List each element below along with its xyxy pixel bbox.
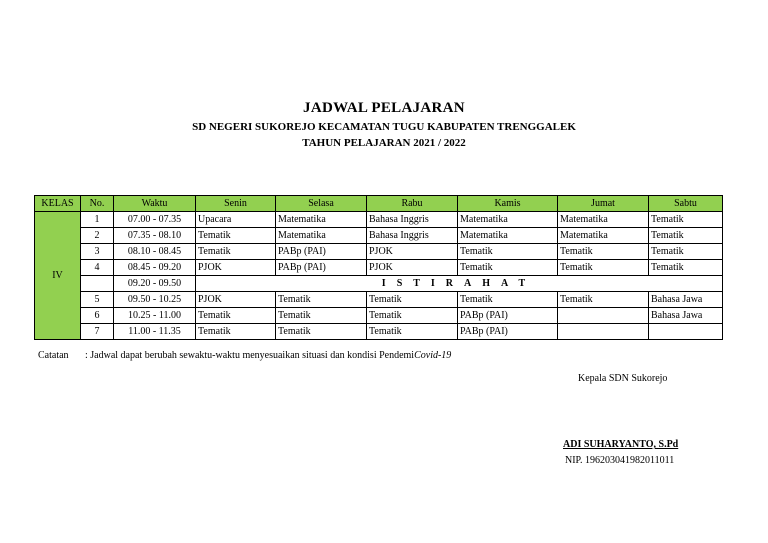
cell-selasa: Tematik xyxy=(276,308,367,324)
cell-kamis: PABp (PAI) xyxy=(458,308,558,324)
table-row xyxy=(35,292,723,308)
cell-waktu: 11.00 - 11.35 xyxy=(114,324,196,340)
cell-kamis: Matematika xyxy=(458,228,558,244)
principal-nip: NIP. 196203041982011011 xyxy=(565,455,675,466)
header-senin: Senin xyxy=(196,196,276,212)
cell-sabtu: Tematik xyxy=(649,212,723,228)
header-selasa: Selasa xyxy=(276,196,367,212)
cell-selasa: Matematika xyxy=(276,228,367,244)
principal-name: ADI SUHARYANTO, S.Pd xyxy=(563,439,679,450)
header-kamis: Kamis xyxy=(458,196,558,212)
cell-selasa: Tematik xyxy=(276,324,367,340)
cell-sabtu: Tematik xyxy=(649,260,723,276)
cell-no xyxy=(81,276,114,292)
cell-waktu: 10.25 - 11.00 xyxy=(114,308,196,324)
cell-rabu: PJOK xyxy=(367,260,458,276)
cell-kamis: PABp (PAI) xyxy=(458,324,558,340)
cell-selasa: PABp (PAI) xyxy=(276,244,367,260)
cell-jumat xyxy=(558,308,649,324)
cell-no: 3 xyxy=(81,244,114,260)
cell-senin: PJOK xyxy=(196,260,276,276)
cell-waktu: 08.10 - 08.45 xyxy=(114,244,196,260)
school-name: SD NEGERI SUKOREJO KECAMATAN TUGU KABUPATEN TRENGGALEK xyxy=(192,121,576,133)
cell-no: 2 xyxy=(81,228,114,244)
table-row xyxy=(35,228,723,244)
table-row xyxy=(35,244,723,260)
cell-waktu: 07.35 - 08.10 xyxy=(114,228,196,244)
table-row xyxy=(35,212,723,228)
cell-senin: Tematik xyxy=(196,324,276,340)
cell-kamis: Tematik xyxy=(458,260,558,276)
table-row xyxy=(35,324,723,340)
cell-rabu: Bahasa Inggris xyxy=(367,228,458,244)
cell-senin: PJOK xyxy=(196,292,276,308)
cell-no: 1 xyxy=(81,212,114,228)
cell-kamis: Tematik xyxy=(458,244,558,260)
note-text: : Jadwal dapat berubah sewaktu-waktu menyesuaikan situasi dan kondisi Pendemi xyxy=(85,350,415,361)
header-sabtu: Sabtu xyxy=(649,196,723,212)
cell-waktu: 08.45 - 09.20 xyxy=(114,260,196,276)
schedule-table xyxy=(34,195,723,340)
cell-rabu: Tematik xyxy=(367,324,458,340)
istirahat-cell: ISTIRAHAT xyxy=(196,276,723,292)
cell-jumat: Tematik xyxy=(558,292,649,308)
note-label: Catatan xyxy=(38,350,69,361)
cell-senin: Tematik xyxy=(196,308,276,324)
cell-sabtu: Tematik xyxy=(649,244,723,260)
cell-selasa: Tematik xyxy=(276,292,367,308)
cell-senin: Tematik xyxy=(196,244,276,260)
cell-waktu: 07.00 - 07.35 xyxy=(114,212,196,228)
table-row xyxy=(35,308,723,324)
cell-kamis: Matematika xyxy=(458,212,558,228)
cell-no: 6 xyxy=(81,308,114,324)
cell-jumat xyxy=(558,324,649,340)
table-row-break xyxy=(35,276,723,292)
cell-jumat: Tematik xyxy=(558,244,649,260)
cell-selasa: Matematika xyxy=(276,212,367,228)
cell-selasa: PABp (PAI) xyxy=(276,260,367,276)
cell-rabu: PJOK xyxy=(367,244,458,260)
cell-no: 5 xyxy=(81,292,114,308)
cell-rabu: Bahasa Inggris xyxy=(367,212,458,228)
cell-sabtu xyxy=(649,324,723,340)
cell-no: 7 xyxy=(81,324,114,340)
cell-jumat: Matematika xyxy=(558,228,649,244)
kelas-cell: IV xyxy=(35,212,81,340)
cell-sabtu: Bahasa Jawa xyxy=(649,292,723,308)
cell-jumat: Tematik xyxy=(558,260,649,276)
header-waktu: Waktu xyxy=(114,196,196,212)
cell-sabtu: Tematik xyxy=(649,228,723,244)
table-row xyxy=(35,260,723,276)
cell-waktu: 09.20 - 09.50 xyxy=(114,276,196,292)
header-kelas: KELAS xyxy=(35,196,81,212)
academic-year: TAHUN PELAJARAN 2021 / 2022 xyxy=(302,137,466,149)
cell-sabtu: Bahasa Jawa xyxy=(649,308,723,324)
header-no: No. xyxy=(81,196,114,212)
cell-rabu: Tematik xyxy=(367,292,458,308)
cell-waktu: 09.50 - 10.25 xyxy=(114,292,196,308)
cell-jumat: Matematika xyxy=(558,212,649,228)
cell-kamis: Tematik xyxy=(458,292,558,308)
header-jumat: Jumat xyxy=(558,196,649,212)
cell-senin: Tematik xyxy=(196,228,276,244)
note-covid: Covid-19 xyxy=(414,350,452,361)
cell-no: 4 xyxy=(81,260,114,276)
principal-title: Kepala SDN Sukorejo xyxy=(578,373,668,384)
page-title: JADWAL PELAJARAN xyxy=(303,100,465,116)
header-rabu: Rabu xyxy=(367,196,458,212)
table-header-row xyxy=(35,196,723,212)
cell-rabu: Tematik xyxy=(367,308,458,324)
cell-senin: Upacara xyxy=(196,212,276,228)
schedule-note xyxy=(38,350,451,361)
